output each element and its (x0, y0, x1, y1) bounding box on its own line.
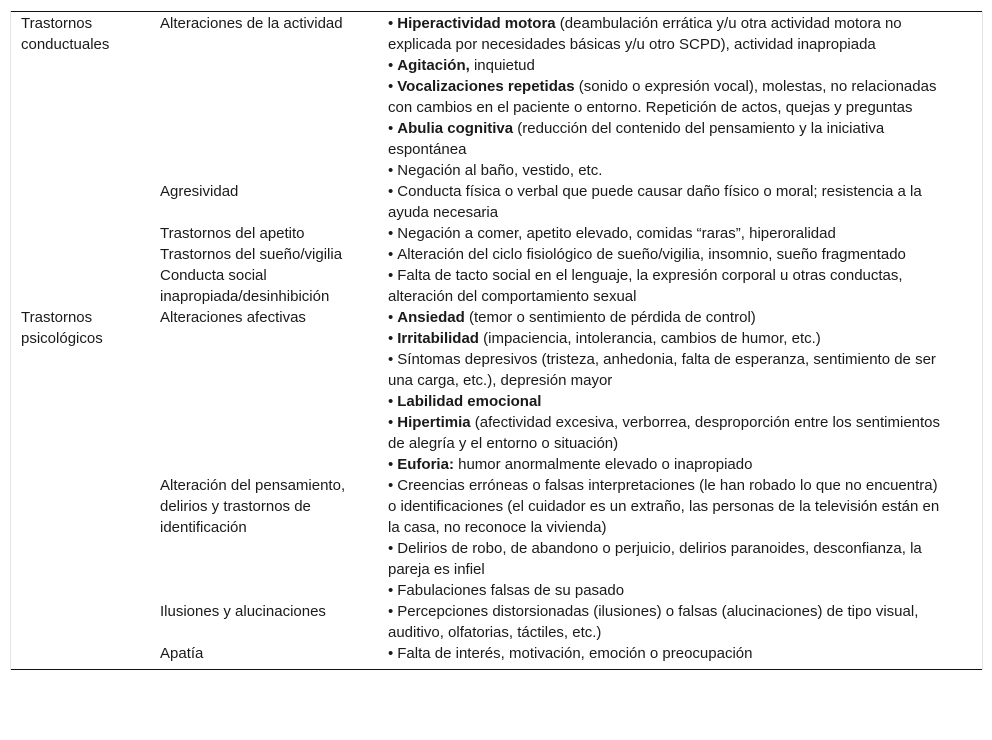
description-item (388, 244, 946, 265)
symptom-table-container (10, 11, 983, 670)
category-cell (11, 244, 160, 265)
symptom-table-body (11, 12, 982, 670)
description-item (388, 601, 946, 643)
table-row (11, 244, 982, 265)
category-cell: Trastornos psicológicos (21, 309, 103, 347)
description-cell (388, 244, 982, 265)
item-text: humor anormalmente elevado o inapropiado (453, 456, 753, 473)
item-term: Abulia cognitiva (397, 120, 514, 137)
bullet-icon: • (388, 393, 394, 410)
table-row (11, 12, 982, 182)
description-cell (388, 643, 982, 670)
table-row (11, 601, 982, 643)
bullet-icon: • (388, 57, 394, 74)
description-item (388, 76, 946, 118)
description-item (388, 223, 946, 244)
bullet-icon: • (388, 330, 394, 347)
description-item (388, 55, 946, 76)
bullet-icon: • (388, 183, 394, 200)
bullet-icon: • (388, 225, 394, 242)
description-item (388, 643, 946, 664)
category-cell (11, 265, 160, 307)
item-term: Hiperactividad motora (397, 15, 556, 32)
table-row (11, 223, 982, 244)
table-row (11, 643, 982, 670)
item-term: Vocalizaciones repetidas (397, 78, 575, 95)
description-cell (388, 181, 982, 223)
description-item (388, 391, 946, 412)
bullet-icon: • (388, 15, 394, 32)
description-item (388, 454, 946, 475)
category-cell (11, 475, 160, 601)
description-item (388, 181, 946, 223)
item-text: Falta de tacto social en el lenguaje, la expresión corporal u otras conductas, alteración del comportamiento sexual (388, 267, 907, 305)
bullet-icon: • (388, 645, 394, 662)
bullet-icon: • (388, 162, 394, 179)
description-item (388, 13, 946, 55)
description-item (388, 160, 946, 181)
bullet-icon: • (388, 78, 394, 95)
table-row (11, 181, 982, 223)
description-cell (388, 265, 982, 307)
subcategory-cell: Alteraciones de la actividad (160, 15, 343, 32)
item-text: Delirios de robo, de abandono o perjuicio, delirios paranoides, desconfianza, la pareja es infiel (388, 540, 926, 578)
table-row (11, 307, 982, 475)
description-item (388, 349, 946, 391)
item-text: Negación al baño, vestido, etc. (397, 162, 603, 179)
description-cell (388, 601, 982, 643)
description-item (388, 538, 946, 580)
subcategory-cell: Alteraciones afectivas (160, 309, 306, 326)
item-text: Fabulaciones falsas de su pasado (397, 582, 625, 599)
item-term: Labilidad emocional (397, 393, 542, 410)
bullet-icon: • (388, 267, 394, 284)
category-cell: Trastornos conductuales (21, 15, 110, 53)
item-text: (impaciencia, intolerancia, cambios de humor, etc.) (478, 330, 821, 347)
item-term: Agitación, (397, 57, 470, 74)
bullet-icon: • (388, 456, 394, 473)
item-text: Conducta física o verbal que puede causar daño físico o moral; resistencia a la ayuda necesaria (388, 183, 926, 221)
item-text: Creencias erróneas o falsas interpretaciones (le han robado lo que no encuentra) o identificaciones (el cuidador es un extraño, las personas de la televisión están en la casa, no reconoce la vivienda) (388, 477, 944, 536)
description-cell (388, 307, 982, 475)
item-term: Hipertimia (397, 414, 471, 431)
description-item (388, 328, 946, 349)
category-cell (11, 643, 160, 670)
bullet-icon: • (388, 351, 394, 368)
subcategory-cell: Conducta social inapropiada/desinhibición (160, 267, 330, 305)
bullet-icon: • (388, 582, 394, 599)
table-row (11, 265, 982, 307)
item-text: (afectividad excesiva, verborrea, desproporción entre los sentimientos de alegría y el entorno o situación) (388, 414, 945, 452)
description-cell (388, 475, 982, 601)
description-cell (388, 12, 982, 182)
subcategory-cell: Ilusiones y alucinaciones (160, 603, 326, 620)
item-text: Negación a comer, apetito elevado, comidas “raras”, hiperoralidad (397, 225, 836, 242)
item-text: (sonido o expresión vocal), molestas, no relacionadas con cambios en el paciente o entorno. Repetición de actos, quejas y preguntas (388, 78, 941, 116)
subcategory-cell: Agresividad (160, 183, 239, 200)
bullet-icon: • (388, 540, 394, 557)
subcategory-cell: Trastornos del apetito (160, 225, 305, 242)
description-cell (388, 223, 982, 244)
category-cell (11, 601, 160, 643)
description-item (388, 580, 946, 601)
item-text: inquietud (469, 57, 535, 74)
symptom-table (11, 11, 982, 670)
item-term: Ansiedad (397, 309, 465, 326)
item-text: (deambulación errática y/u otra actividad motora no explicada por necesidades básicas y/u otro SCPD), actividad inapropiada (388, 15, 906, 53)
description-item (388, 265, 946, 307)
description-item (388, 118, 946, 160)
item-text: (reducción del contenido del pensamiento y la iniciativa espontánea (388, 120, 889, 158)
description-item (388, 475, 946, 538)
item-term: Euforia: (397, 456, 454, 473)
bullet-icon: • (388, 120, 394, 137)
item-text: Percepciones distorsionadas (ilusiones) o falsas (alucinaciones) de tipo visual, auditivo, olfatorias, táctiles, etc.) (388, 603, 923, 641)
description-item (388, 307, 946, 328)
item-text: Falta de interés, motivación, emoción o preocupación (397, 645, 753, 662)
item-text: (temor o sentimiento de pérdida de control) (464, 309, 756, 326)
item-term: Irritabilidad (397, 330, 479, 347)
bullet-icon: • (388, 603, 394, 620)
bullet-icon: • (388, 246, 394, 263)
item-text: Síntomas depresivos (tristeza, anhedonia, falta de esperanza, sentimiento de ser una carga, etc.), depresión mayor (388, 351, 941, 389)
category-cell (11, 223, 160, 244)
bullet-icon: • (388, 414, 394, 431)
subcategory-cell: Apatía (160, 645, 204, 662)
subcategory-cell: Trastornos del sueño/vigilia (160, 246, 343, 263)
category-cell (11, 181, 160, 223)
bullet-icon: • (388, 309, 394, 326)
bullet-icon: • (388, 477, 394, 494)
subcategory-cell: Alteración del pensamiento, delirios y trastornos de identificación (160, 477, 346, 536)
description-item (388, 412, 946, 454)
item-text: Alteración del ciclo fisiológico de sueño/vigilia, insomnio, sueño fragmentado (397, 246, 906, 263)
table-row (11, 475, 982, 601)
